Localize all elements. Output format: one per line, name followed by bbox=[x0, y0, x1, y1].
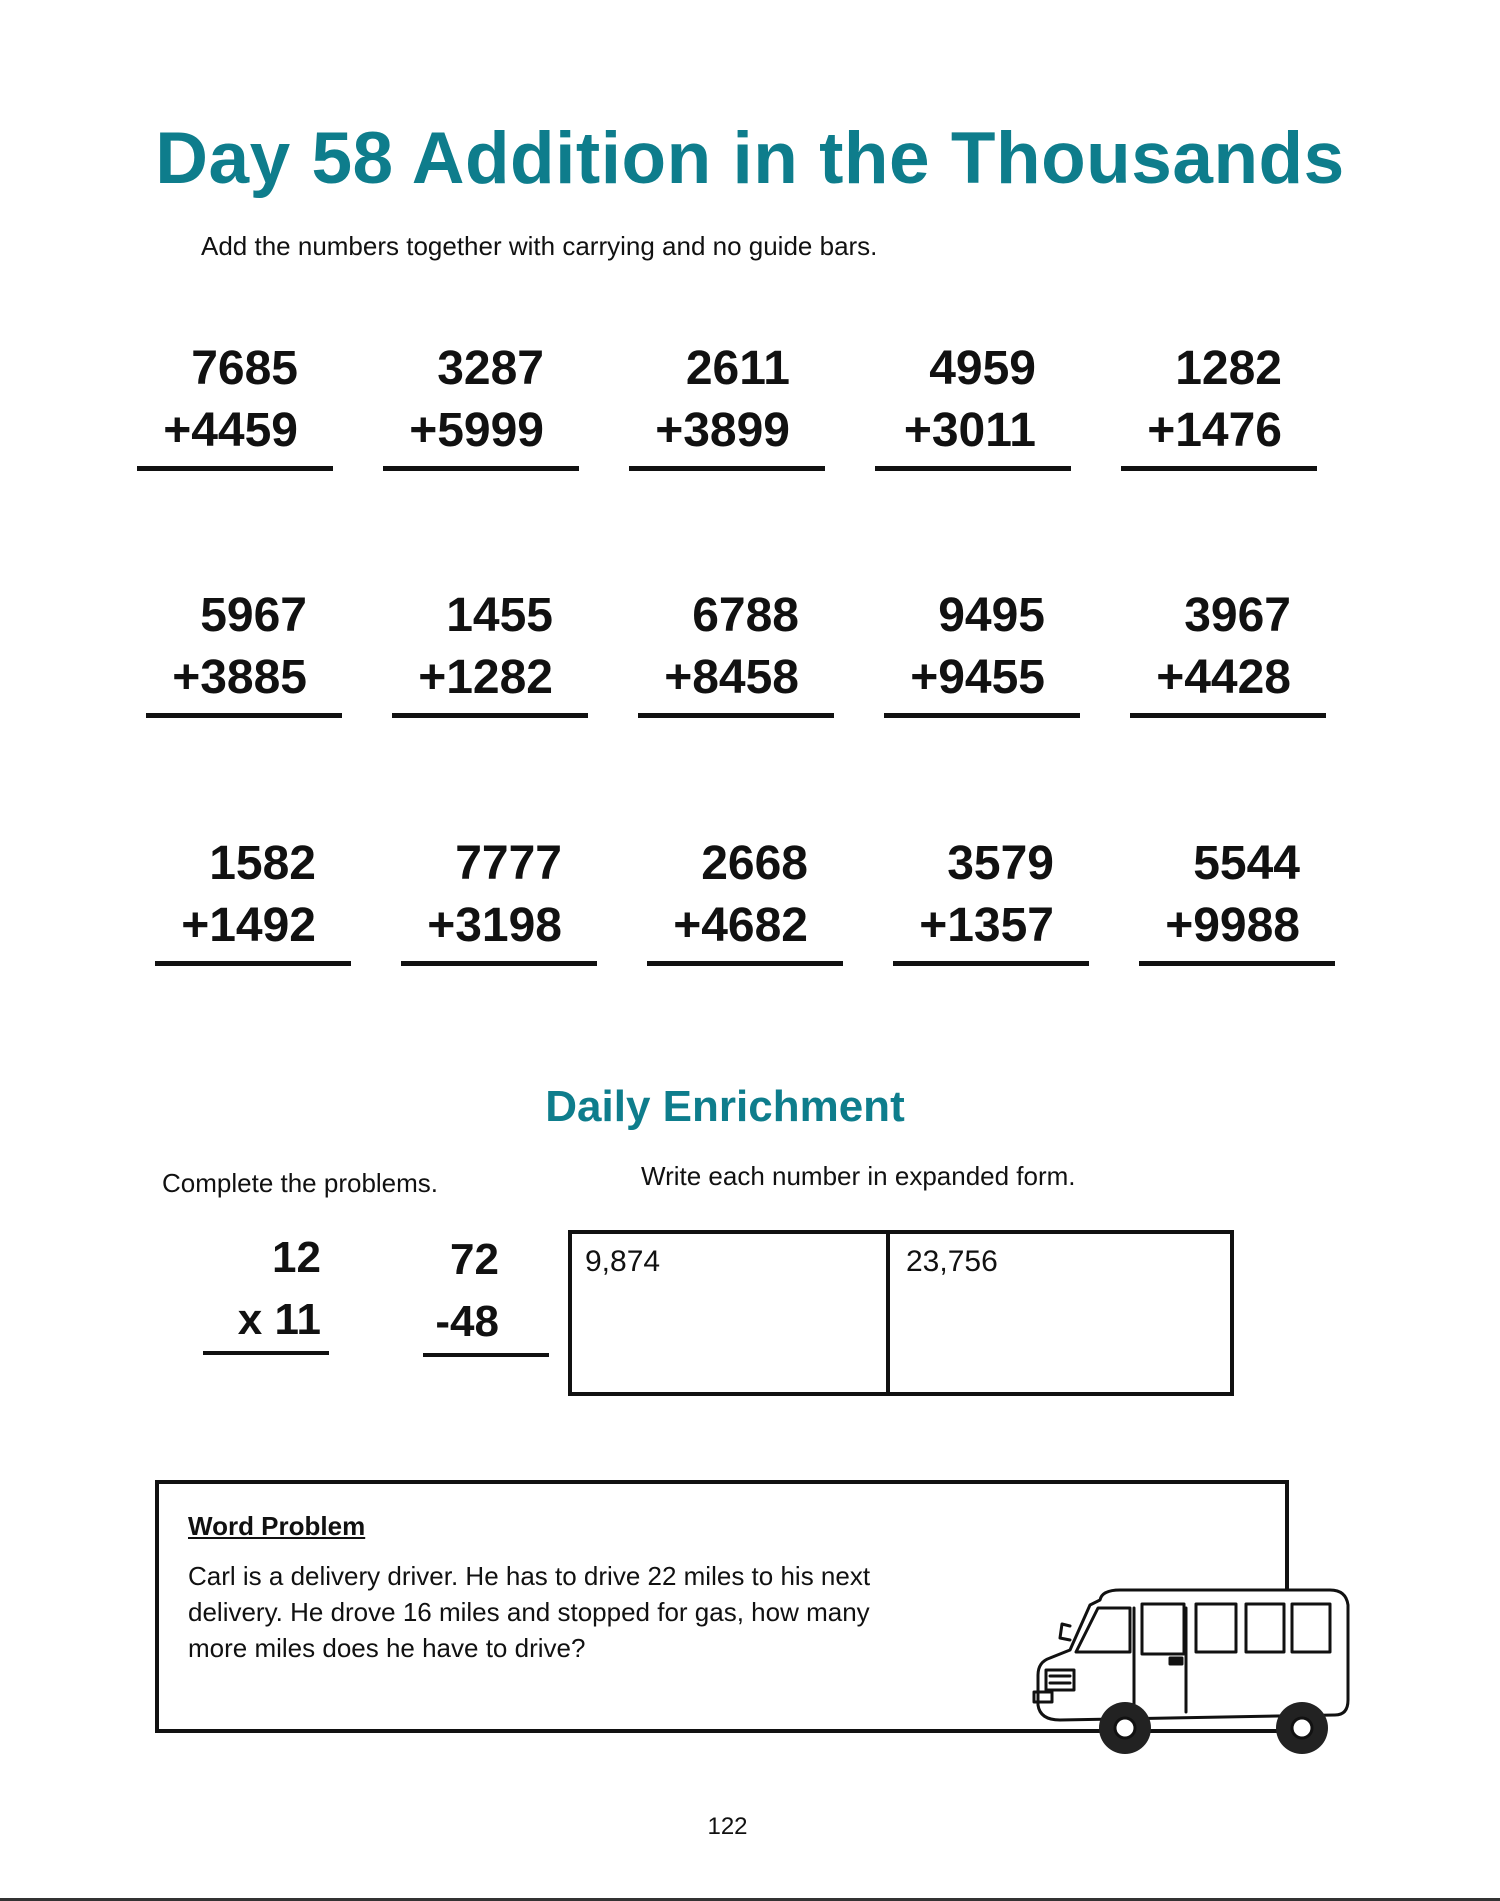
problem-bottom-number: +4682 bbox=[673, 899, 808, 952]
answer-line[interactable] bbox=[423, 1353, 549, 1357]
problem-bottom-number: x 11 bbox=[237, 1295, 321, 1344]
problem-bottom-number: +8458 bbox=[664, 651, 799, 704]
addition-problem bbox=[1139, 833, 1335, 966]
expanded-number-cell[interactable]: 23,756 bbox=[906, 1245, 998, 1278]
page-title: Day 58 Addition in the Thousands bbox=[155, 118, 1345, 199]
addition-problem bbox=[629, 338, 825, 471]
answer-line[interactable] bbox=[1130, 713, 1326, 718]
problem-bottom-number: +3885 bbox=[172, 651, 307, 704]
problem-bottom-number: +9455 bbox=[910, 651, 1045, 704]
problem-top-number: 3287 bbox=[437, 342, 544, 395]
answer-line[interactable] bbox=[629, 466, 825, 471]
word-problem-text: Carl is a delivery driver. He has to drive 22 miles to his next delivery. He drove 16 miles and stopped for gas, how many more miles does he have to drive? bbox=[188, 1561, 871, 1663]
answer-line[interactable] bbox=[383, 466, 579, 471]
problem-top-number: 5967 bbox=[200, 589, 307, 642]
answer-line[interactable] bbox=[1139, 961, 1335, 966]
addition-problem bbox=[401, 833, 597, 966]
problem-top-number: 2668 bbox=[701, 837, 808, 890]
problem-top-number: 72 bbox=[450, 1235, 499, 1284]
problem-bottom-number: +1476 bbox=[1147, 404, 1282, 457]
answer-line[interactable] bbox=[137, 466, 333, 471]
addition-problem bbox=[638, 585, 834, 718]
problem-bottom-number: +1357 bbox=[919, 899, 1054, 952]
problem-bottom-number: +3011 bbox=[903, 404, 1036, 457]
problem-top-number: 9495 bbox=[938, 589, 1045, 642]
answer-line[interactable] bbox=[401, 961, 597, 966]
problem-bottom-number: +3198 bbox=[427, 899, 562, 952]
problem-bottom-number: -48 bbox=[435, 1297, 499, 1346]
problem-top-number: 2611 bbox=[685, 342, 790, 395]
addition-problem bbox=[875, 338, 1071, 471]
problem-top-number: 6788 bbox=[692, 589, 799, 642]
instructions: Add the numbers together with carrying and no guide bars. bbox=[201, 231, 878, 261]
complete-problems-label: Complete the problems. bbox=[162, 1168, 439, 1198]
problem-bottom-number: +1282 bbox=[418, 651, 553, 704]
addition-problem bbox=[392, 585, 588, 718]
addition-problem bbox=[137, 338, 333, 471]
problem-bottom-number: +3899 bbox=[655, 404, 790, 457]
page-number: 122 bbox=[707, 1813, 748, 1840]
problem-bottom-number: +5999 bbox=[409, 404, 544, 457]
addition-problem bbox=[884, 585, 1080, 718]
problem-bottom-number: +1492 bbox=[181, 899, 316, 952]
problem-top-number: 12 bbox=[272, 1233, 321, 1282]
answer-line[interactable] bbox=[893, 961, 1089, 966]
answer-line[interactable] bbox=[146, 713, 342, 718]
answer-line[interactable] bbox=[392, 713, 588, 718]
addition-problem bbox=[647, 833, 843, 966]
problem-bottom-number: +9988 bbox=[1165, 899, 1300, 952]
problem-top-number: 1282 bbox=[1175, 342, 1282, 395]
problem-bottom-number: +4459 bbox=[163, 404, 298, 457]
answer-line[interactable] bbox=[638, 713, 834, 718]
expanded-form-table bbox=[568, 1230, 1234, 1396]
problem-top-number: 4959 bbox=[929, 342, 1036, 395]
addition-problem bbox=[1121, 338, 1317, 471]
problem-top-number: 7685 bbox=[191, 342, 298, 395]
addition-problem bbox=[893, 833, 1089, 966]
problem-top-number: 3579 bbox=[947, 837, 1054, 890]
van-icon bbox=[1030, 1580, 1350, 1760]
problem-top-number: 1582 bbox=[209, 837, 316, 890]
addition-problem bbox=[383, 338, 579, 471]
problem-top-number: 5544 bbox=[1193, 837, 1300, 890]
expanded-number-cell[interactable]: 9,874 bbox=[585, 1245, 661, 1278]
answer-line[interactable] bbox=[203, 1351, 329, 1355]
expanded-form-label: Write each number in expanded form. bbox=[641, 1161, 1076, 1191]
addition-problem bbox=[1130, 585, 1326, 718]
addition-problem bbox=[155, 833, 351, 966]
answer-line[interactable] bbox=[884, 713, 1080, 718]
subtraction-problem bbox=[423, 1229, 549, 1357]
problem-bottom-number: +4428 bbox=[1156, 651, 1291, 704]
problem-top-number: 3967 bbox=[1184, 589, 1291, 642]
problem-top-number: 7777 bbox=[455, 837, 562, 890]
section-title-enrichment: Daily Enrichment bbox=[545, 1082, 905, 1131]
answer-line[interactable] bbox=[1121, 466, 1317, 471]
answer-line[interactable] bbox=[875, 466, 1071, 471]
answer-line[interactable] bbox=[155, 961, 351, 966]
answer-line[interactable] bbox=[647, 961, 843, 966]
addition-problem bbox=[146, 585, 342, 718]
table-divider bbox=[886, 1230, 890, 1396]
problem-top-number: 1455 bbox=[446, 589, 553, 642]
multiplication-problem bbox=[203, 1227, 329, 1355]
word-problem-title: Word Problem bbox=[188, 1511, 366, 1541]
